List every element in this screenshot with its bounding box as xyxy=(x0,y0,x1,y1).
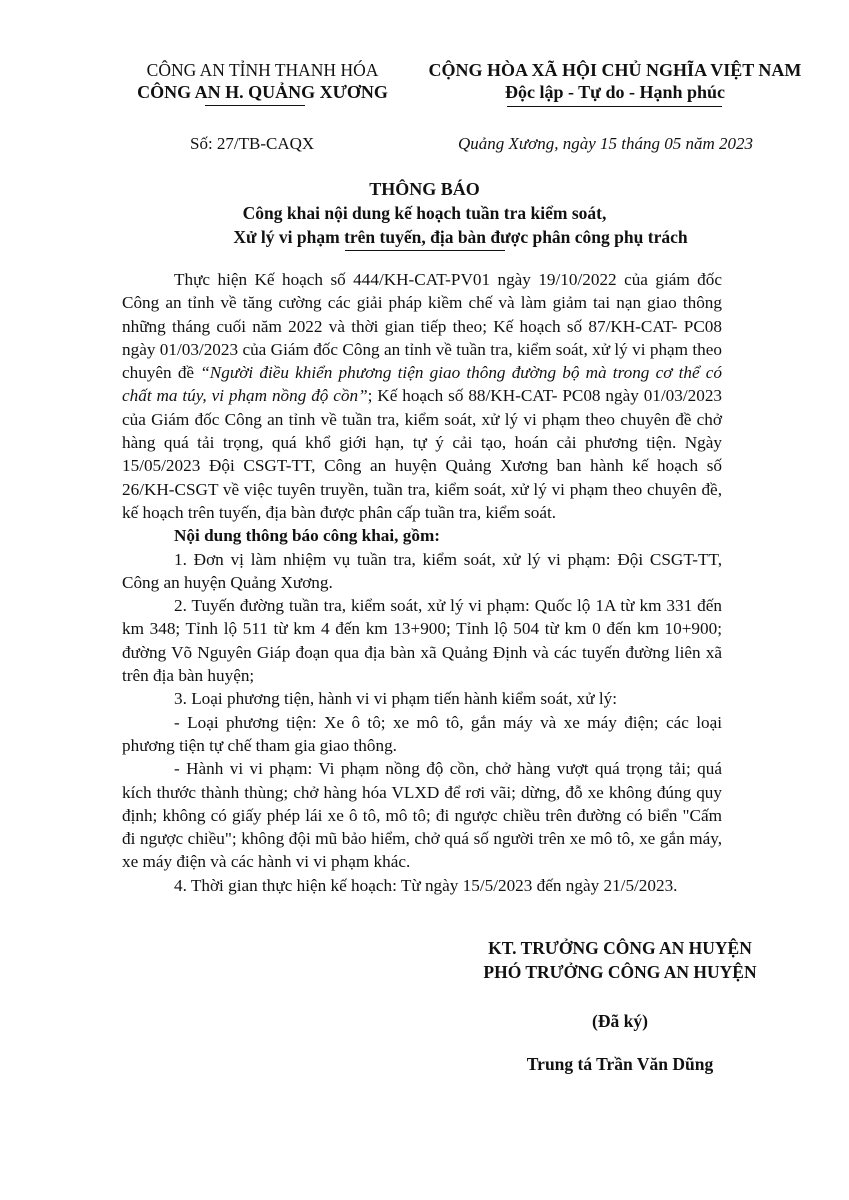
place-date: Quảng Xương, ngày 15 tháng 05 năm 2023 xyxy=(458,134,754,153)
item-3: 3. Loại phương tiện, hành vi vi phạm tiến hành kiểm soát, xử lý: xyxy=(174,689,618,709)
item-4: 4. Thời gian thực hiện kế hoạch: Từ ngày 15/5/2023 đến ngày 21/5/2023. xyxy=(174,875,678,895)
agency-underline xyxy=(205,105,305,106)
motto-underline xyxy=(507,106,722,107)
document-subtitle-1: Công khai nội dung kế hoạch tuần tra kiểm soát, xyxy=(242,203,607,223)
intro-quote: “Người điều khiển phương tiện giao thông đường bộ mà trong cơ thể có chất ma túy, vi phạm nồng độ cồn” xyxy=(122,363,722,406)
item-3-violations: - Hành vi vi phạm: Vi phạm nồng độ cồn, chở hàng vượt quá trọng tải; quá kích thước thành thùng; chở hàng hóa VLXD để rơi vãi; dừng, đỗ xe không đúng quy định; không có giấy phép lái xe ô tô, mô tô; đi ngược chiều trên đường có biển "Cấm đi ngược chiều"; không đội mũ bảo hiểm, chở quá số người trên xe mô tô, xe gắn máy, xe máy điện và các hành vi vi phạm khác. xyxy=(122,759,722,872)
document-body xyxy=(122,268,722,897)
intro-text-2: ; Kế hoạch số 88/KH-CAT- PC08 ngày 01/03/2023 của Giám đốc Công an tỉnh về tuần tra, kiểm soát, xử lý vi phạm theo chuyên đề chở hàng quá tải trọng, quá khổ giới hạn, tự ý cải tạo, hoán cải phương tiện. Ngày 15/05/2023 Đội CSGT-TT, Công an huyện Quảng Xương ban hành kế hoạch số 26/KH-CSGT về việc tuyên truyền, tuần tra, kiểm soát, xử lý vi phạm theo chuyên đề, kế hoạch trên tuyến, địa bàn được phân cấp tuần tra, kiểm soát. xyxy=(122,386,723,522)
signature-title-1: KT. TRƯỞNG CÔNG AN HUYỆN xyxy=(488,938,752,958)
signature-title-2: PHÓ TRƯỞNG CÔNG AN HUYỆN xyxy=(483,962,757,982)
document-title: THÔNG BÁO xyxy=(369,179,480,199)
title-underline xyxy=(345,250,505,251)
agency-parent: CÔNG AN TỈNH THANH HÓA xyxy=(146,60,379,80)
national-title: CỘNG HÒA XÃ HỘI CHỦ NGHĨA VIỆT NAM xyxy=(428,60,802,80)
item-2: 2. Tuyến đường tuần tra, kiểm soát, xử lý vi phạm: Quốc lộ 1A từ km 331 đến km 348; Tỉnh lộ 511 từ km 4 đến km 13+900; Tỉnh lộ 504 từ km 0 đến km 10+900; đường Võ Nguyên Giáp đoạn qua địa bàn xã Quảng Định và các tuyến đường liên xã trên địa bàn huyện; xyxy=(122,596,722,686)
item-1: 1. Đơn vị làm nhiệm vụ tuần tra, kiểm soát, xử lý vi phạm: Đội CSGT-TT, Công an huyện Quảng Xương. xyxy=(122,549,722,592)
intro-paragraph xyxy=(122,268,722,524)
signed-mark: (Đã ký) xyxy=(592,1011,648,1031)
signer-name: Trung tá Trần Văn Dũng xyxy=(526,1054,714,1074)
agency-name: CÔNG AN H. QUẢNG XƯƠNG xyxy=(137,82,388,102)
item-3-vehicles: - Loại phương tiện: Xe ô tô; xe mô tô, gắn máy và xe máy điện; các loại phương tiện tự chế tham gia giao thông. xyxy=(122,712,722,755)
document-number: Số: 27/TB-CAQX xyxy=(190,134,315,153)
document-subtitle-2: Xử lý vi phạm trên tuyến, địa bàn được phân công phụ trách xyxy=(233,227,688,247)
national-motto: Độc lập - Tự do - Hạnh phúc xyxy=(504,82,726,102)
intro-text-1: Thực hiện Kế hoạch số 444/KH-CAT-PV01 ngày 19/10/2022 của giám đốc Công an tỉnh về tăng cường các giải pháp kiềm chế và làm giảm tai nạn giao thông những tháng cuối năm 2022 và thời gian tiếp theo; Kế hoạch số 87/KH-CAT- PC08 ngày 01/03/2023 của Giám đốc Công an tỉnh về tuần tra, kiểm soát, xử lý vi phạm theo chuyên đề xyxy=(122,270,722,383)
content-heading: Nội dung thông báo công khai, gồm: xyxy=(174,526,440,546)
